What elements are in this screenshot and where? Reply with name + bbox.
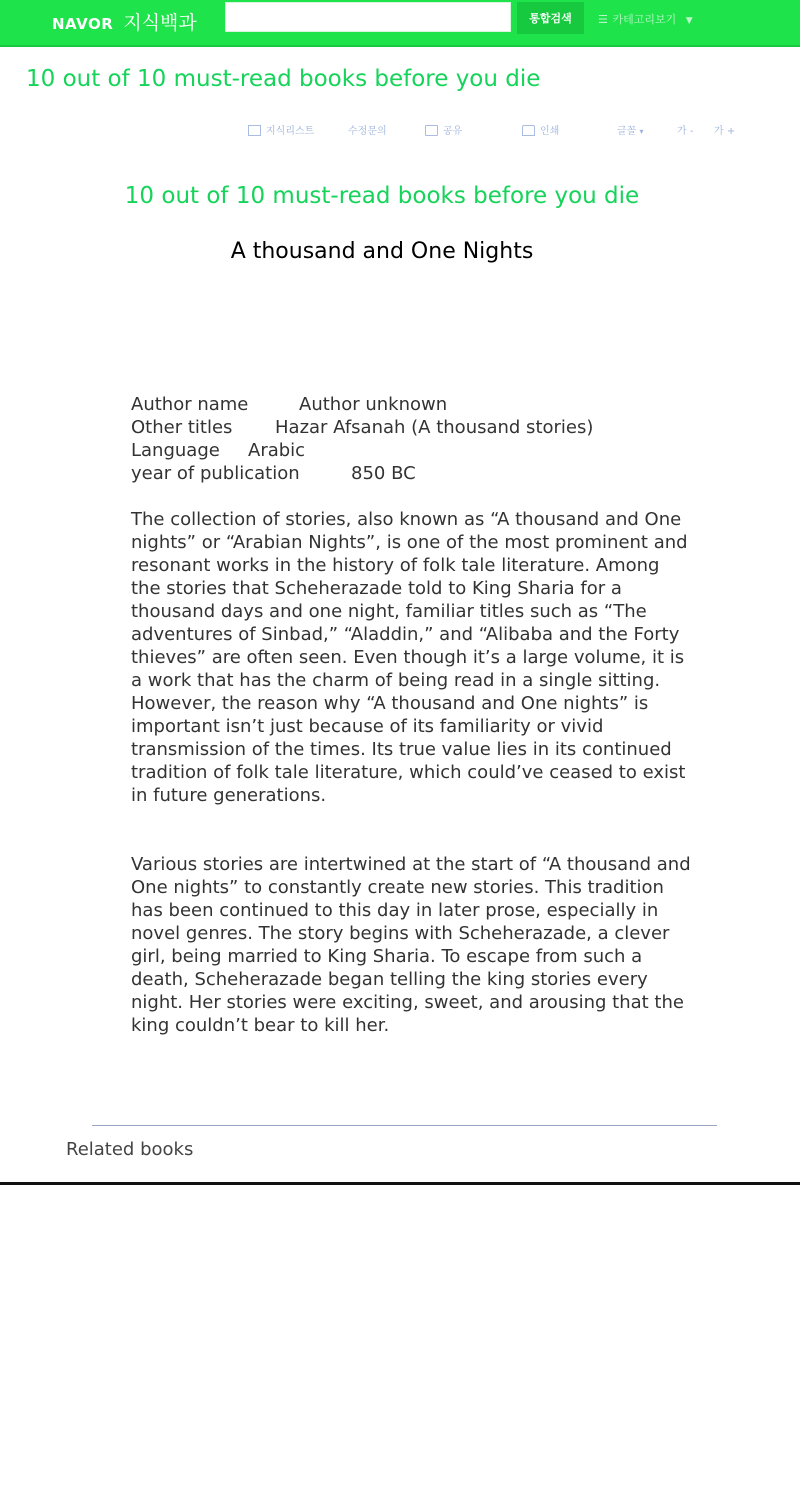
bottom-rule	[0, 1182, 800, 1185]
font-select[interactable]	[617, 122, 644, 137]
font-size-decrease-button[interactable]: 가 -	[677, 126, 694, 137]
search-input[interactable]	[225, 2, 511, 32]
related-books-heading: Related books	[66, 1139, 194, 1160]
book-info-table	[131, 393, 594, 485]
info-row-other-titles	[131, 416, 594, 439]
info-row-author	[131, 393, 448, 416]
info-row-language	[131, 439, 306, 462]
edit-inquiry-link[interactable]: 수정문의	[348, 126, 387, 137]
knowledge-list-label: 지식리스트	[266, 126, 315, 137]
info-row-year	[131, 462, 416, 485]
search-button[interactable]: 통합검색	[517, 2, 584, 34]
print-icon	[522, 125, 535, 136]
info-value: Arabic	[248, 440, 306, 461]
logo-brand: NAVOR	[52, 15, 114, 33]
share-icon	[425, 125, 438, 136]
print-label: 인쇄	[540, 126, 560, 137]
info-value: Hazar Afsanah (A thousand stories)	[275, 417, 594, 438]
info-label: Author name	[131, 394, 249, 415]
page-headline: 10 out of 10 must-read books before you die	[26, 66, 541, 92]
info-label: year of publication	[131, 463, 300, 484]
share-label: 공유	[443, 126, 463, 137]
chevron-down-icon: ▼	[685, 16, 693, 26]
logo-service: 지식백과	[123, 12, 197, 34]
info-label: Other titles	[131, 417, 233, 438]
article-toolbar	[0, 122, 800, 140]
font-size-increase-button[interactable]: 가 +	[714, 126, 736, 137]
category-view-link[interactable]	[598, 11, 693, 27]
print-button[interactable]	[522, 122, 559, 137]
book-title: A thousand and One Nights	[230, 239, 534, 264]
content-title: 10 out of 10 must-read books before you die	[124, 183, 640, 209]
knowledge-list-button[interactable]	[248, 122, 314, 137]
body-paragraph: Various stories are intertwined at the start of “A thousand and One nights” to constantly create new stories. This tradition has been continued to this day in later prose, especially in novel genres. The story begins with Scheherazade, a clever girl, being married to King Sharia. To escape from such a death, Scheherazade began telling the king stories every night. Her stories were exciting, sweet, and arousing that the king couldn’t bear to kill her.	[131, 854, 691, 1036]
site-logo[interactable]	[52, 8, 197, 35]
info-value: 850 BC	[351, 463, 416, 484]
info-value: Author unknown	[299, 394, 448, 415]
info-label: Language	[131, 440, 220, 461]
font-select-label: 글꼴	[617, 126, 637, 137]
section-divider	[92, 1125, 717, 1126]
chevron-down-icon: ▾	[639, 127, 644, 136]
category-link-label: 카테고리보기	[612, 13, 677, 26]
list-icon: ☰	[598, 13, 608, 26]
body-paragraph: The collection of stories, also known as “A thousand and One nights” or “Arabian Nights”, is one of the most prominent and resonant works in the history of folk tale literature. Among the stories that Scheherazade told to King Sharia for a thousand days and one night, familiar titles such as “The adventures of Sinbad,” “Aladdin,” and “Alibaba and the Forty thieves” are often seen. Even though it’s a large volume, it is a work that has the charm of being read in a single sitting. However, the reason why “A thousand and One nights” is important isn’t just because of its familiarity or vivid transmission of the times. Its true value lies in its continued tradition of folk tale literature, which could’ve ceased to exist in future generations.	[131, 509, 688, 806]
share-button[interactable]	[425, 122, 462, 137]
top-bar	[0, 0, 800, 47]
bookmark-list-icon	[248, 125, 261, 136]
